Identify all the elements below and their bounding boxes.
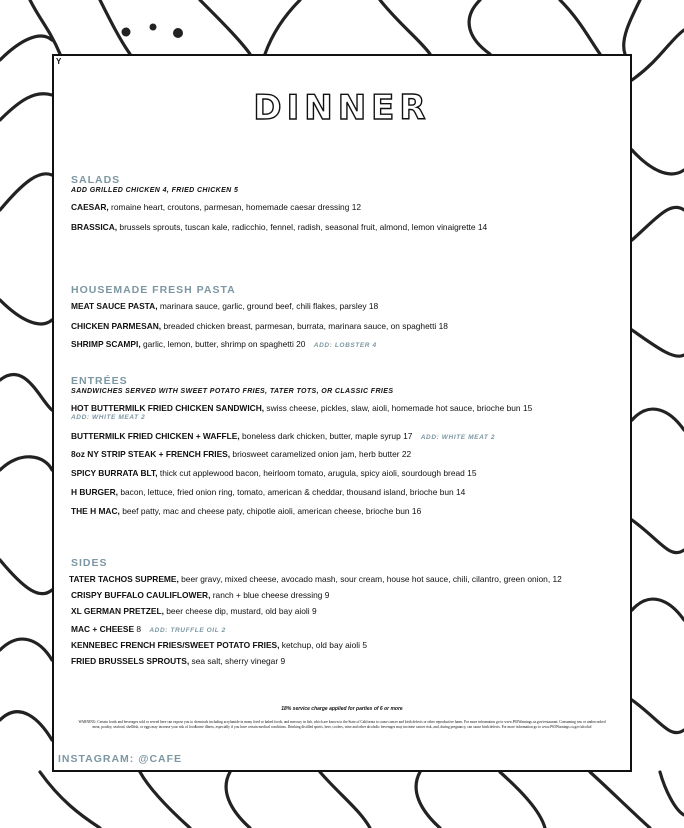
sides-title: SIDES bbox=[71, 557, 108, 569]
entrees-note: SANDWICHES SERVED WITH SWEET POTATO FRIES, TATER TOTS, OR CLASSIC FRIES bbox=[71, 388, 394, 395]
menu-item bbox=[71, 449, 411, 460]
item-name: XL GERMAN PRETZEL, bbox=[71, 606, 164, 616]
item-price: 9 bbox=[311, 606, 317, 616]
item-name: SHRIMP SCAMPI, bbox=[71, 339, 141, 349]
salads-section bbox=[71, 174, 620, 232]
service-charge-note: 18% service charge applied for parties of 6 or more bbox=[281, 706, 403, 712]
item-price: 14 bbox=[456, 487, 466, 497]
item-name: MAC + CHEESE bbox=[71, 624, 135, 634]
item-description: thick cut applewood bacon, heirloom tomato, arugula, spicy aioli, sourdough bread bbox=[159, 468, 465, 478]
item-name: CRISPY BUFFALO CAULIFLOWER, bbox=[71, 590, 211, 600]
instagram-handle[interactable]: INSTAGRAM: @CAFE bbox=[58, 753, 183, 765]
menu-item bbox=[71, 222, 487, 233]
sides-section bbox=[69, 557, 620, 666]
item-description: sea salt, sherry vinegar bbox=[191, 656, 279, 666]
item-addon: ADD: WHITE MEAT 2 bbox=[71, 414, 146, 421]
menu-item bbox=[71, 339, 377, 351]
salads-title: SALADS bbox=[71, 174, 121, 186]
menu-card bbox=[52, 54, 632, 772]
item-description: boneless dark chicken, butter, maple syrup bbox=[242, 431, 401, 441]
item-name: 8oz NY STRIP STEAK + FRENCH FRIES, bbox=[71, 449, 231, 459]
item-description: ranch + blue cheese dressing bbox=[212, 590, 323, 600]
item-addon: ADD: TRUFFLE OIL 2 bbox=[149, 627, 226, 634]
pasta-section bbox=[71, 284, 620, 349]
menu-item bbox=[71, 468, 476, 479]
item-price: 15 bbox=[467, 468, 477, 478]
item-description: ketchup, old bay aioli bbox=[281, 640, 361, 650]
pasta-title: HOUSEMADE FRESH PASTA bbox=[71, 284, 236, 296]
item-name: THE H MAC, bbox=[71, 506, 120, 516]
item-description: beef patty, mac and cheese paty, chipotle aioli, american cheese, brioche bun bbox=[122, 506, 410, 516]
item-description: beer cheese dip, mustard, old bay aioli bbox=[166, 606, 310, 616]
corner-mark: Y bbox=[56, 57, 62, 66]
item-description: garlic, lemon, butter, shrimp on spaghetti bbox=[142, 339, 294, 349]
item-description: breaded chicken breast, parmesan, burrata, marinara sauce, on spaghetti bbox=[163, 321, 437, 331]
item-price: 14 bbox=[477, 222, 488, 232]
menu-item bbox=[71, 487, 465, 498]
menu-item bbox=[71, 624, 226, 636]
item-price: 9 bbox=[280, 656, 286, 666]
salads-note: ADD GRILLED CHICKEN 4, FRIED CHICKEN 5 bbox=[71, 187, 239, 194]
item-price: 5 bbox=[362, 640, 368, 650]
item-description: swiss cheese, pickles, slaw, aioli, homemade hot sauce, brioche bun bbox=[266, 403, 521, 413]
item-description: beer gravy, mixed cheese, avocado mash, sour cream, house hot sauce, chili, cilantro, green onion, bbox=[181, 574, 551, 584]
item-name: H BURGER, bbox=[71, 487, 118, 497]
item-name: FRIED BRUSSELS SPROUTS, bbox=[71, 656, 190, 666]
item-description: marinara sauce, garlic, ground beef, chili flakes, parsley bbox=[159, 301, 367, 311]
entrees-section bbox=[71, 375, 620, 516]
item-name: CHICKEN PARMESAN, bbox=[71, 321, 162, 331]
item-price: 18 bbox=[438, 321, 448, 331]
item-addon: ADD: LOBSTER 4 bbox=[313, 342, 377, 349]
item-name: CAESAR, bbox=[71, 202, 109, 212]
entrees-title: ENTRÉES bbox=[71, 375, 128, 387]
item-name: KENNEBEC FRENCH FRIES/SWEET POTATO FRIES, bbox=[71, 640, 280, 650]
menu-item bbox=[71, 590, 329, 601]
menu-item bbox=[69, 574, 562, 585]
item-name: BUTTERMILK FRIED CHICKEN + WAFFLE, bbox=[71, 431, 240, 441]
item-name: SPICY BURRATA BLT, bbox=[71, 468, 158, 478]
item-price: 12 bbox=[351, 202, 362, 212]
item-name: HOT BUTTERMILK FRIED CHICKEN SANDWICH, bbox=[71, 403, 265, 413]
menu-item bbox=[71, 321, 448, 332]
menu-item bbox=[71, 606, 317, 617]
item-description: briosweet caramelized onion jam, herb butter bbox=[232, 449, 400, 459]
item-price: 20 bbox=[296, 339, 306, 349]
item-description: bacon, lettuce, fried onion ring, tomato, american & cheddar, thousand island, brioche bun bbox=[120, 487, 454, 497]
item-price: 15 bbox=[522, 403, 533, 413]
item-price: 12 bbox=[552, 574, 562, 584]
menu-item bbox=[71, 403, 532, 414]
item-description: romaine heart, croutons, parmesan, homemade caesar dressing bbox=[111, 202, 350, 212]
health-warning: WARNING: Certain foods and beverages sold or served here can expose you to chemicals including acrylamide in many fried or baked foods, and mercury in fish, which are known to the State of California to cause cancer and birth defects or other reproductive harm. For more information go to www.P65Warnings.ca.gov/restaurant. Consuming raw or undercooked meat, poultry, seafood, shellfish, or eggs may increase your risk of foodborne illness, especially if you have certain medical conditions. Drinking distilled spirits, beer, coolers, wine and other alcoholic beverages may increase cancer risk, and, during pregnancy, can cause birth defects. For more information go to www.P65Warnings.ca.gov/alcohol bbox=[78, 720, 606, 729]
menu-item bbox=[71, 656, 285, 667]
item-name: BRASSICA, bbox=[71, 222, 118, 232]
item-name: MEAT SAUCE PASTA, bbox=[71, 301, 158, 311]
item-description: brussels sprouts, tuscan kale, radicchio, fennel, radish, seasonal fruit, almond, lemon vinaigrette bbox=[119, 222, 476, 232]
menu-item bbox=[71, 640, 367, 651]
menu-item bbox=[71, 431, 495, 443]
item-price: 18 bbox=[368, 301, 379, 311]
item-addon: ADD: WHITE MEAT 2 bbox=[420, 434, 496, 441]
menu-item bbox=[71, 202, 361, 213]
menu-item bbox=[71, 506, 421, 517]
item-price: 9 bbox=[324, 590, 330, 600]
menu-item bbox=[71, 301, 378, 312]
item-price: 8 bbox=[136, 624, 142, 634]
item-name: TATER TACHOS SUPREME, bbox=[69, 574, 179, 584]
item-price: 17 bbox=[403, 431, 413, 441]
menu-title: DINNER bbox=[253, 88, 431, 128]
item-price: 16 bbox=[411, 506, 422, 516]
item-price: 22 bbox=[401, 449, 412, 459]
